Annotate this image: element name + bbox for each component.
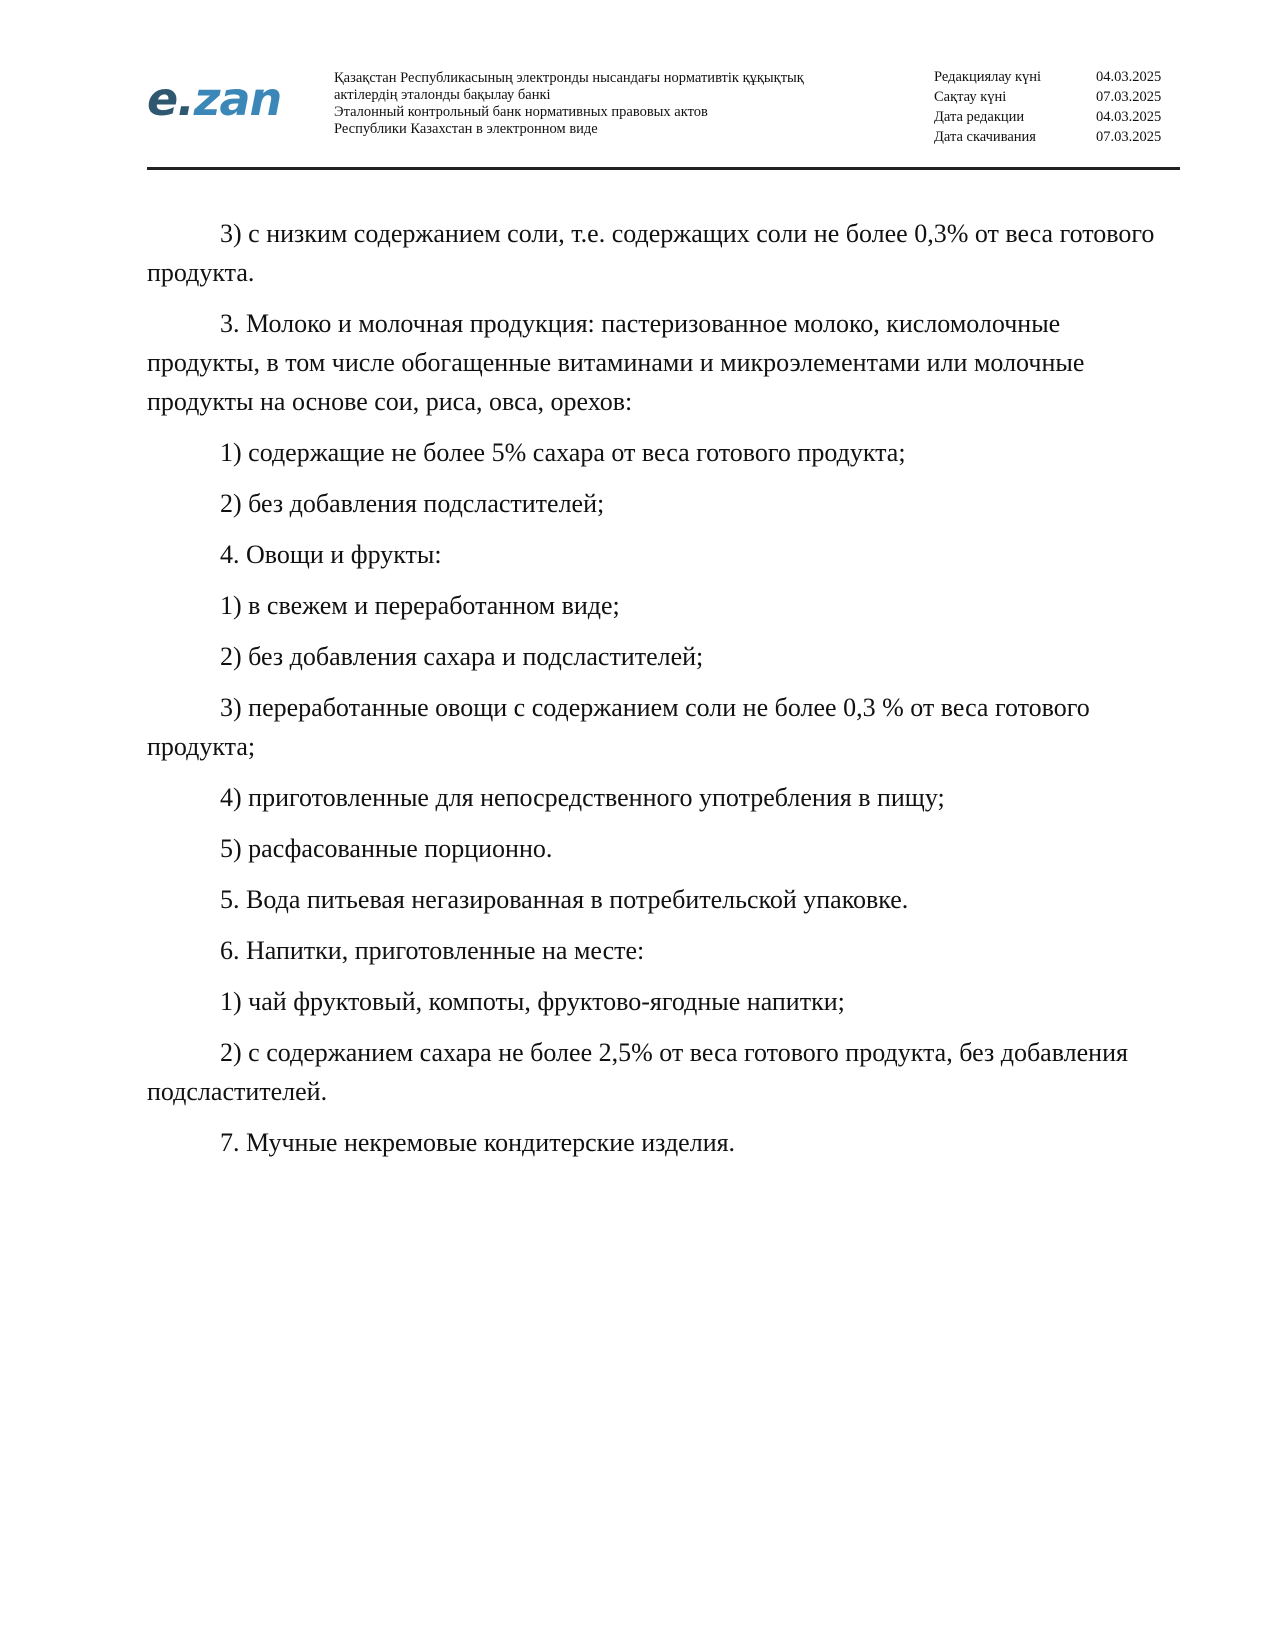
- paragraph: 1) содержащие не более 5% сахара от веса готового продукта;: [220, 438, 906, 467]
- date-value: 04.03.2025: [1096, 69, 1162, 85]
- paragraph: 6. Напитки, приготовленные на месте:: [220, 936, 645, 965]
- paragraph: 1) чай фруктовый, компоты, фруктово-ягодные напитки;: [220, 987, 845, 1016]
- bank-name-line: актілердің эталонды бақылау банкі: [334, 87, 551, 103]
- paragraph: 2) без добавления подсластителей;: [220, 489, 605, 518]
- date-value: 07.03.2025: [1096, 89, 1162, 105]
- date-label: Редакциялау күні: [934, 69, 1042, 85]
- bank-name-line: Эталонный контрольный банк нормативных правовых актов: [334, 104, 708, 120]
- document-body: [147, 214, 1167, 1174]
- paragraph: 7. Мучные некремовые кондитерские изделия.: [220, 1128, 736, 1157]
- paragraph: 2) без добавления сахара и подсластителей;: [220, 642, 704, 671]
- paragraph: 5. Вода питьевая негазированная в потребительской упаковке.: [220, 885, 909, 914]
- paragraph: 1) в свежем и переработанном виде;: [220, 591, 620, 620]
- date-row-save-kz: [934, 87, 1176, 107]
- paragraph: 5) расфасованные порционно.: [220, 834, 553, 863]
- date-row-edit-ru: [934, 107, 1176, 127]
- paragraph: 3) переработанные овощи с содержанием соли не более 0,3 % от веса готового продукта;: [147, 693, 1090, 761]
- ezan-logo: [147, 72, 282, 126]
- bank-name: [334, 70, 804, 138]
- date-value: 07.03.2025: [1096, 129, 1162, 145]
- date-label: Сақтау күні: [934, 89, 1007, 105]
- logo-dot: .: [177, 72, 194, 126]
- paragraph: 4) приготовленные для непосредственного употребления в пищу;: [220, 783, 945, 812]
- dates-table: [934, 67, 1176, 147]
- paragraph: 3) с низким содержанием соли, т.е. содержащих соли не более 0,3% от веса готового продукта.: [147, 219, 1155, 287]
- date-value: 04.03.2025: [1096, 109, 1162, 125]
- paragraph: 2) с содержанием сахара не более 2,5% от веса готового продукта, без добавления подсластителей.: [147, 1038, 1128, 1106]
- date-label: Дата скачивания: [934, 129, 1036, 145]
- document-header: [147, 60, 1180, 170]
- date-label: Дата редакции: [934, 109, 1025, 125]
- paragraph: 3. Молоко и молочная продукция: пастеризованное молоко, кисломолочные продукты, в том числе обогащенные витаминами и микроэлементами или молочные продукты на основе сои, риса, овса, орехов:: [147, 309, 1085, 416]
- bank-name-line: Республики Казахстан в электронном виде: [334, 121, 598, 137]
- bank-name-line: Қазақстан Республикасының электронды нысандағы нормативтік құқықтық: [334, 70, 804, 86]
- date-row-edit-kz: [934, 67, 1176, 87]
- logo-part-e: e: [147, 72, 178, 126]
- date-row-download-ru: [934, 127, 1176, 147]
- paragraph: 4. Овощи и фрукты:: [220, 540, 442, 569]
- logo-part-zan: zan: [193, 72, 282, 126]
